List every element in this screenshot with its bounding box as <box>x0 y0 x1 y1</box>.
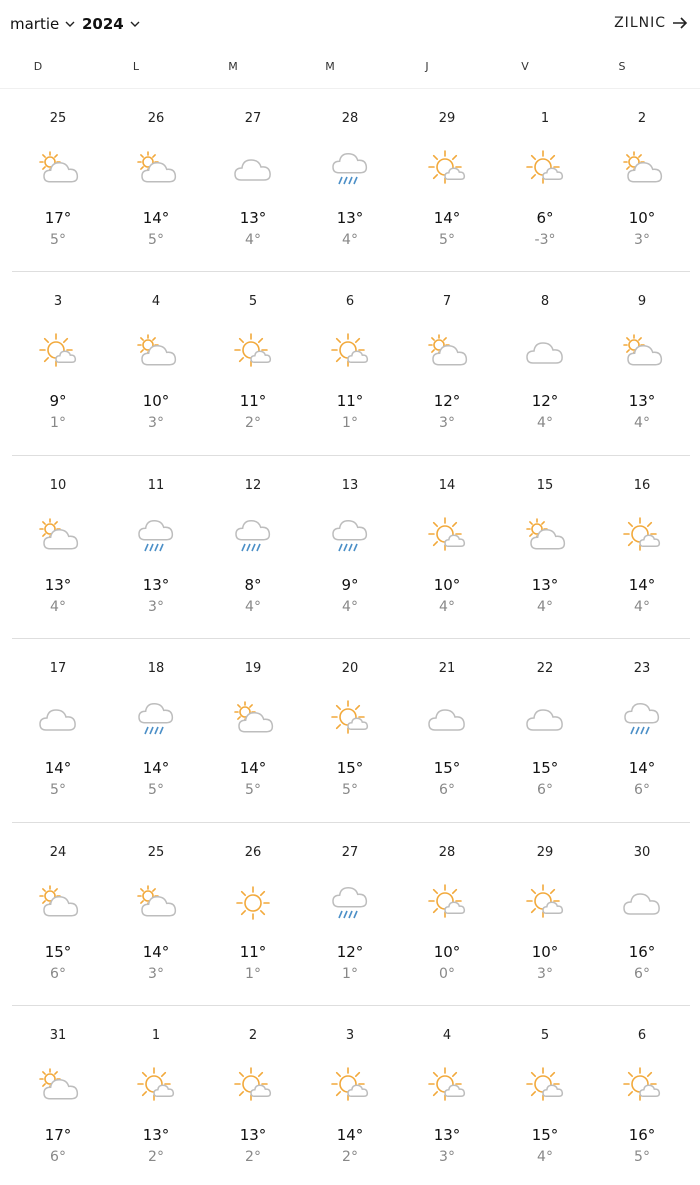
high-temperature: 13° <box>142 1126 170 1144</box>
sun-big-cloud-icon <box>425 881 469 925</box>
day-number: 24 <box>49 845 67 860</box>
sun-big-cloud-icon <box>36 330 80 374</box>
day-number: 5 <box>540 1028 550 1043</box>
high-temperature: 17° <box>44 1126 72 1144</box>
low-temperature: 4° <box>537 599 553 615</box>
day-cell[interactable] <box>505 1006 585 1185</box>
high-temperature: 16° <box>628 943 656 961</box>
high-temperature: 10° <box>433 943 461 961</box>
weekday-header-row <box>10 60 690 80</box>
sun-cloud-icon <box>36 881 80 925</box>
high-temperature: 13° <box>336 209 364 227</box>
high-temperature: 12° <box>531 392 559 410</box>
day-cell[interactable] <box>407 272 487 456</box>
low-temperature: 6° <box>634 782 650 798</box>
low-temperature: 4° <box>537 415 553 431</box>
low-temperature: 4° <box>342 599 358 615</box>
sun-cloud-icon <box>425 330 469 374</box>
day-cell[interactable] <box>18 89 98 272</box>
day-number: 26 <box>147 111 165 126</box>
day-number: 14 <box>438 478 456 493</box>
day-number: 27 <box>341 845 359 860</box>
low-temperature: 3° <box>148 966 164 982</box>
week-row <box>0 823 700 1006</box>
day-cell[interactable] <box>213 89 293 272</box>
low-temperature: -3° <box>534 232 556 248</box>
high-temperature: 15° <box>433 759 461 777</box>
day-number: 18 <box>147 661 165 676</box>
weekday-label: D <box>33 60 43 73</box>
day-number: 15 <box>536 478 554 493</box>
sun-big-cloud-icon <box>425 514 469 558</box>
low-temperature: 6° <box>50 1149 66 1165</box>
day-cell[interactable] <box>310 272 390 456</box>
day-cell[interactable] <box>407 1006 487 1185</box>
cloud-icon <box>36 697 80 741</box>
high-temperature: 11° <box>239 943 267 961</box>
low-temperature: 3° <box>439 415 455 431</box>
low-temperature: 3° <box>537 966 553 982</box>
sun-big-cloud-icon <box>328 330 372 374</box>
day-cell[interactable] <box>116 1006 196 1185</box>
sun-big-cloud-icon <box>425 1064 469 1108</box>
sun-cloud-icon <box>523 514 567 558</box>
sun-big-cloud-icon <box>328 697 372 741</box>
day-cell[interactable] <box>18 823 98 1006</box>
day-number: 2 <box>248 1028 258 1043</box>
low-temperature: 5° <box>245 782 261 798</box>
sun-big-cloud-icon <box>328 1064 372 1108</box>
high-temperature: 13° <box>433 1126 461 1144</box>
day-number: 21 <box>438 661 456 676</box>
daily-label: ZILNIC <box>614 15 666 31</box>
sun-big-cloud-icon <box>620 1064 664 1108</box>
month-label: martie <box>10 15 60 33</box>
day-cell[interactable] <box>407 823 487 1006</box>
high-temperature: 13° <box>44 576 72 594</box>
high-temperature: 9° <box>341 576 359 594</box>
day-number: 8 <box>540 294 550 309</box>
weekday-label: M <box>325 60 335 73</box>
day-cell[interactable] <box>18 639 98 823</box>
day-cell[interactable] <box>505 272 585 456</box>
day-number: 28 <box>438 845 456 860</box>
day-cell[interactable] <box>213 272 293 456</box>
sun-cloud-icon <box>36 1064 80 1108</box>
sun-big-cloud-icon <box>523 1064 567 1108</box>
high-temperature: 14° <box>44 759 72 777</box>
high-temperature: 14° <box>142 759 170 777</box>
sun-cloud-icon <box>134 881 178 925</box>
low-temperature: 4° <box>634 415 650 431</box>
low-temperature: 6° <box>634 966 650 982</box>
day-number: 25 <box>49 111 67 126</box>
low-temperature: 4° <box>245 232 261 248</box>
day-number: 23 <box>633 661 651 676</box>
day-cell[interactable] <box>18 272 98 456</box>
cloud-rain-icon <box>328 881 372 925</box>
low-temperature: 1° <box>342 966 358 982</box>
high-temperature: 15° <box>44 943 72 961</box>
cloud-rain-icon <box>328 514 372 558</box>
daily-link[interactable] <box>614 15 688 31</box>
day-cell[interactable] <box>213 1006 293 1185</box>
day-number: 4 <box>442 1028 452 1043</box>
low-temperature: 2° <box>245 1149 261 1165</box>
day-cell[interactable] <box>18 1006 98 1185</box>
weekday-label: L <box>132 60 140 73</box>
high-temperature: 10° <box>433 576 461 594</box>
sun-cloud-icon <box>620 330 664 374</box>
low-temperature: 4° <box>50 599 66 615</box>
day-cell[interactable] <box>310 823 390 1006</box>
day-number: 20 <box>341 661 359 676</box>
low-temperature: 5° <box>148 232 164 248</box>
day-number: 7 <box>442 294 452 309</box>
day-number: 30 <box>633 845 651 860</box>
low-temperature: 5° <box>439 232 455 248</box>
day-number: 11 <box>147 478 165 493</box>
day-cell[interactable] <box>213 639 293 823</box>
low-temperature: 5° <box>50 232 66 248</box>
low-temperature: 1° <box>245 966 261 982</box>
high-temperature: 13° <box>239 209 267 227</box>
cloud-rain-icon <box>134 697 178 741</box>
day-number: 2 <box>637 111 647 126</box>
low-temperature: 2° <box>342 1149 358 1165</box>
high-temperature: 10° <box>531 943 559 961</box>
day-number: 16 <box>633 478 651 493</box>
day-cell[interactable] <box>505 456 585 639</box>
high-temperature: 12° <box>336 943 364 961</box>
day-cell[interactable] <box>602 272 682 456</box>
high-temperature: 16° <box>628 1126 656 1144</box>
day-number: 26 <box>244 845 262 860</box>
cloud-icon <box>231 147 275 191</box>
high-temperature: 11° <box>336 392 364 410</box>
low-temperature: 2° <box>245 415 261 431</box>
low-temperature: 2° <box>148 1149 164 1165</box>
high-temperature: 9° <box>49 392 67 410</box>
day-number: 1 <box>151 1028 161 1043</box>
low-temperature: 4° <box>245 599 261 615</box>
day-number: 22 <box>536 661 554 676</box>
sun-cloud-icon <box>134 330 178 374</box>
calendar-header <box>0 0 700 50</box>
low-temperature: 4° <box>439 599 455 615</box>
sun-cloud-icon <box>36 514 80 558</box>
low-temperature: 4° <box>537 1149 553 1165</box>
day-cell[interactable] <box>602 1006 682 1185</box>
cloud-rain-icon <box>620 697 664 741</box>
weekday-label: V <box>521 60 529 73</box>
high-temperature: 14° <box>433 209 461 227</box>
high-temperature: 10° <box>628 209 656 227</box>
day-number: 4 <box>151 294 161 309</box>
high-temperature: 13° <box>239 1126 267 1144</box>
high-temperature: 6° <box>536 209 554 227</box>
arrow-right-icon <box>672 16 688 30</box>
day-cell[interactable] <box>602 456 682 639</box>
high-temperature: 15° <box>531 759 559 777</box>
day-cell[interactable] <box>505 89 585 272</box>
sun-cloud-icon <box>620 147 664 191</box>
high-temperature: 17° <box>44 209 72 227</box>
week-row <box>0 1006 700 1185</box>
sun-big-cloud-icon <box>231 330 275 374</box>
low-temperature: 6° <box>50 966 66 982</box>
sun-big-cloud-icon <box>425 147 469 191</box>
chevron-down-icon <box>64 18 76 30</box>
day-cell[interactable] <box>602 823 682 1006</box>
day-number: 28 <box>341 111 359 126</box>
day-number: 13 <box>341 478 359 493</box>
high-temperature: 14° <box>336 1126 364 1144</box>
high-temperature: 8° <box>244 576 262 594</box>
day-number: 9 <box>637 294 647 309</box>
sun-cloud-icon <box>134 147 178 191</box>
day-number: 29 <box>438 111 456 126</box>
low-temperature: 0° <box>439 966 455 982</box>
day-cell[interactable] <box>213 823 293 1006</box>
day-cell[interactable] <box>505 823 585 1006</box>
cloud-icon <box>620 881 664 925</box>
high-temperature: 14° <box>628 759 656 777</box>
high-temperature: 11° <box>239 392 267 410</box>
year-selector[interactable] <box>82 15 141 33</box>
cloud-icon <box>425 697 469 741</box>
cloud-icon <box>523 697 567 741</box>
cloud-rain-icon <box>328 147 372 191</box>
day-cell[interactable] <box>407 89 487 272</box>
low-temperature: 4° <box>342 232 358 248</box>
sun-big-cloud-icon <box>231 1064 275 1108</box>
high-temperature: 15° <box>531 1126 559 1144</box>
low-temperature: 3° <box>634 232 650 248</box>
sun-big-cloud-icon <box>620 514 664 558</box>
day-cell[interactable] <box>116 823 196 1006</box>
day-cell[interactable] <box>116 639 196 823</box>
low-temperature: 5° <box>148 782 164 798</box>
low-temperature: 6° <box>537 782 553 798</box>
weekday-label: M <box>228 60 238 73</box>
high-temperature: 14° <box>239 759 267 777</box>
day-cell[interactable] <box>407 456 487 639</box>
day-number: 1 <box>540 111 550 126</box>
low-temperature: 5° <box>342 782 358 798</box>
day-number: 6 <box>637 1028 647 1043</box>
cloud-rain-icon <box>231 514 275 558</box>
low-temperature: 5° <box>50 782 66 798</box>
low-temperature: 4° <box>634 599 650 615</box>
high-temperature: 10° <box>142 392 170 410</box>
cloud-rain-icon <box>134 514 178 558</box>
day-cell[interactable] <box>116 89 196 272</box>
day-number: 19 <box>244 661 262 676</box>
high-temperature: 14° <box>142 943 170 961</box>
day-number: 10 <box>49 478 67 493</box>
day-number: 25 <box>147 845 165 860</box>
low-temperature: 3° <box>148 415 164 431</box>
day-cell[interactable] <box>407 639 487 823</box>
day-cell[interactable] <box>310 1006 390 1185</box>
sun-big-cloud-icon <box>523 147 567 191</box>
day-cell[interactable] <box>505 639 585 823</box>
high-temperature: 15° <box>336 759 364 777</box>
high-temperature: 14° <box>628 576 656 594</box>
day-number: 31 <box>49 1028 67 1043</box>
week-row <box>0 639 700 823</box>
day-number: 12 <box>244 478 262 493</box>
week-row <box>0 456 700 639</box>
high-temperature: 13° <box>142 576 170 594</box>
week-row <box>0 89 700 272</box>
low-temperature: 6° <box>439 782 455 798</box>
chevron-down-icon <box>129 18 141 30</box>
weekday-label: S <box>618 60 626 73</box>
high-temperature: 13° <box>531 576 559 594</box>
day-cell[interactable] <box>602 89 682 272</box>
high-temperature: 14° <box>142 209 170 227</box>
sun-big-cloud-icon <box>523 881 567 925</box>
day-cell[interactable] <box>18 456 98 639</box>
weekday-label: J <box>425 60 429 73</box>
sun-cloud-icon <box>36 147 80 191</box>
year-label: 2024 <box>82 15 124 33</box>
day-number: 6 <box>345 294 355 309</box>
sun-cloud-icon <box>231 697 275 741</box>
high-temperature: 13° <box>628 392 656 410</box>
low-temperature: 3° <box>148 599 164 615</box>
day-number: 29 <box>536 845 554 860</box>
month-selector[interactable] <box>10 15 76 33</box>
low-temperature: 1° <box>342 415 358 431</box>
day-number: 27 <box>244 111 262 126</box>
low-temperature: 1° <box>50 415 66 431</box>
sun-big-cloud-icon <box>134 1064 178 1108</box>
day-cell[interactable] <box>602 639 682 823</box>
day-number: 5 <box>248 294 258 309</box>
low-temperature: 3° <box>439 1149 455 1165</box>
day-cell[interactable] <box>310 456 390 639</box>
day-cell[interactable] <box>116 272 196 456</box>
day-cell[interactable] <box>116 456 196 639</box>
day-number: 3 <box>53 294 63 309</box>
high-temperature: 12° <box>433 392 461 410</box>
sun-icon <box>231 881 275 925</box>
day-cell[interactable] <box>213 456 293 639</box>
low-temperature: 5° <box>634 1149 650 1165</box>
cloud-icon <box>523 330 567 374</box>
day-cell[interactable] <box>310 89 390 272</box>
day-number: 3 <box>345 1028 355 1043</box>
week-row <box>0 272 700 456</box>
day-cell[interactable] <box>310 639 390 823</box>
day-number: 17 <box>49 661 67 676</box>
